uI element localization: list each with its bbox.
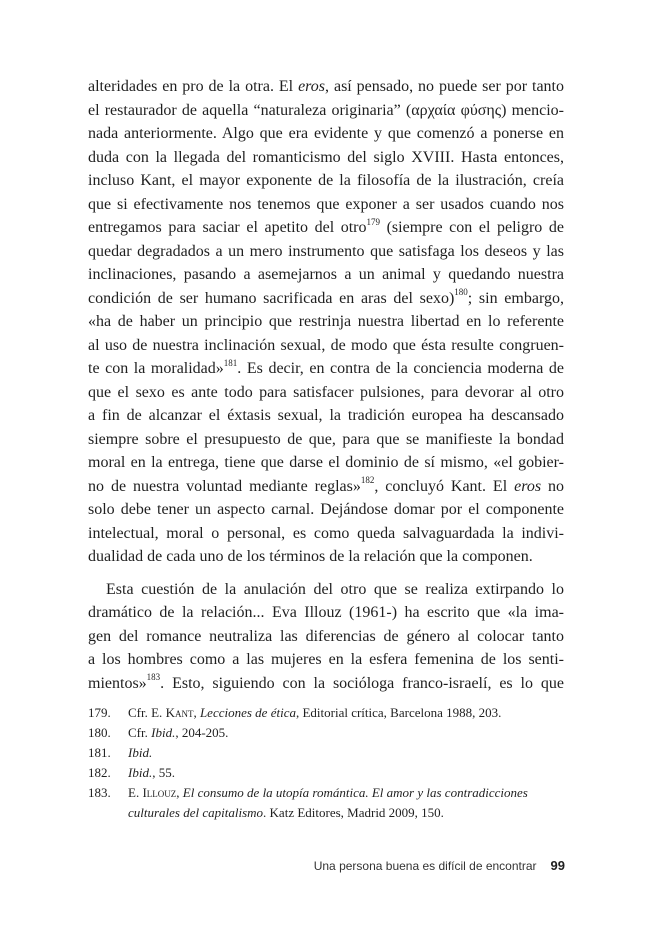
footnote-182 [88,763,564,783]
footnote-179 [88,703,564,723]
page-number: 99 [550,858,565,873]
text-line: quedar degradados a un mero instrumento que satisfaga los deseos y las [88,242,564,260]
footnote-180 [88,723,564,743]
footnote-text: Cfr. E. Kant, Lecciones de ética, Editorial crítica, Barcelona 1988, 203. [128,705,502,720]
text-line: siempre sobre el presupuesto de que, para que se manifieste la bondad [88,430,564,448]
text-line: dualidad de cada uno de los términos de la relación que la componen. [88,548,533,565]
paragraph-1 [88,75,564,569]
text-line: moral en la entrega, tiene que darse el dominio de sí mismo, «el gobier- [88,454,564,471]
text-line: el restaurador de aquella “naturaleza originaria” (αρχαία φύσης) mencio- [88,101,564,119]
footnote-ref-181[interactable]: 181 [223,357,238,368]
footnote-ref-180[interactable]: 180 [454,287,468,298]
text-line: entregamos para saciar el apetito del otro$^{179}$ (siempre con el peligro de [88,216,564,236]
footnote-text: Ibid., 55. [128,765,175,780]
footnote-number: 182. [88,765,111,780]
footnote-text: Ibid. [128,745,153,760]
footnote-ref-183[interactable]: 183 [146,672,161,683]
text-line: dramático de la relación... Eva Illouz (1961-) ha escrito que «la ima- [88,604,564,621]
footnotes [88,703,564,823]
running-title: Una persona buena es difícil de encontrar [313,859,537,873]
text-line: inclinaciones, pasando a asemejarnos a un animal y quedando nuestra [88,266,564,283]
page-footer [0,858,565,873]
text-line: gen del romance neutraliza las diferencias de género al colocar tanto [88,627,564,645]
text-line: mientos»$^{183}$. Esto, siguiendo con la socióloga franco-israelí, es lo que [88,672,564,692]
footnote-ref-182[interactable]: 182 [360,475,375,486]
text-line: duda con la llegada del romanticismo del siglo XVIII. Hasta entonces, [88,148,564,166]
text-line: al uso de nuestra inclinación sexual, de modo que ésta resulte congruen- [88,336,564,354]
footnote-number: 181. [88,745,111,760]
text-line: alteridades en pro de la otra. El eros, así pensado, no puede ser por tanto [88,78,565,95]
main-text [88,75,564,695]
text-line: a los hombres como a las mujeres en la esfera femenina de los senti- [88,651,564,668]
text-line: solo debe tener un aspecto carnal. Dejándose domar por el componente [88,501,564,518]
text-line: condición de ser humano sacrificada en aras del sexo)$^{180}$; sin embargo, [88,287,564,307]
text-line: incluso Kant, el mayor exponente de la filosofía de la ilustración, creía [88,172,564,189]
text-line: que si efectivamente nos tenemos que exponer a ser usados cuando nos [88,195,564,213]
footnote-text: E. Illouz, El consumo de la utopía romántica. El amor y las contradicciones culturales del capitalismo. Katz Editores, Madrid 2009, 150. [128,785,528,820]
text-line: nada anteriormente. Algo que era evidente y que comenzó a ponerse en [88,125,564,142]
footnote-number: 180. [88,725,111,740]
footnote-text: Cfr. Ibid., 204-205. [128,725,229,740]
text-line: intelectual, moral o personal, es como queda salvaguardada la indivi- [88,524,564,542]
text-line: a fin de alcanzar el éxtasis sexual, la tradición europea ha descansado [88,407,564,424]
paragraph-2 [88,578,564,696]
text-line: te con la moralidad»$^{181}$. Es decir, en contra de la conciencia moderna de [88,357,565,377]
footnote-ref-179[interactable]: 179 [366,216,381,227]
text-line: Esta cuestión de la anulación del otro que se realiza extirpando lo [106,580,564,598]
text-line: «ha de haber un principio que restrinja nuestra libertad en lo referente [88,313,564,330]
text-line: que el sexo es ante todo para satisfacer pulsiones, para devorar al otro [88,383,564,401]
footnote-number: 179. [88,705,111,720]
footnote-181 [88,743,564,763]
paragraph-gap [88,569,564,578]
footnote-number: 183. [88,785,111,800]
text-line: no de nuestra voluntad mediante reglas»$^{182}$, concluyó Kant. El eros no [88,475,565,495]
footnote-183 [88,783,564,823]
